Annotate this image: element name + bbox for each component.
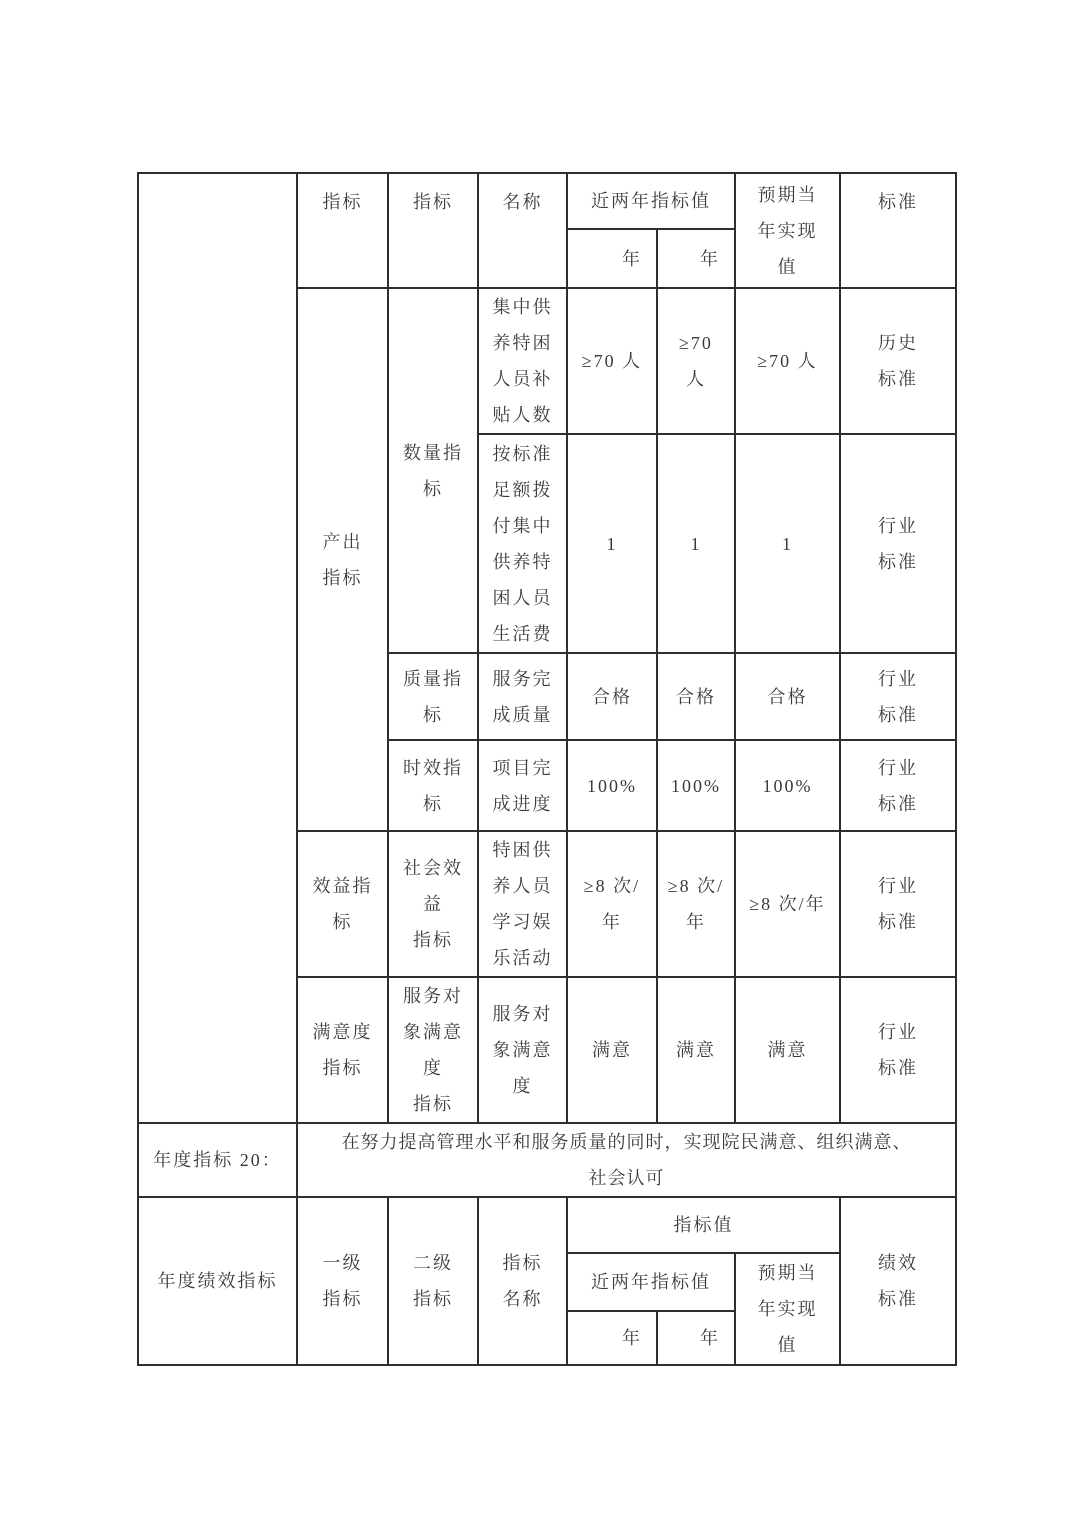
standard-cell: 行业 标准 [840, 653, 956, 740]
header-year-b-cell: 年 [657, 229, 735, 288]
annual-name-cell: 指标 名称 [478, 1197, 567, 1365]
indicator-name-cell: 项目完 成进度 [478, 740, 567, 831]
header-year-a-cell: 年 [567, 229, 657, 288]
standard-cell: 行业 标准 [840, 740, 956, 831]
annual-indicator-20-text: 在努力提高管理水平和服务质量的同时，实现院民满意、组织满意、 社会认可 [297, 1123, 956, 1197]
header-standard-cell: 标准 [840, 173, 956, 288]
indicator-name-cell: 服务对 象满意 度 [478, 977, 567, 1123]
level1-satisfaction-indicator-cell: 满意度 指标 [297, 977, 388, 1123]
level1-output-indicator-cell: 产出 指标 [297, 288, 388, 831]
value-year-a-cell: 1 [567, 434, 657, 653]
value-year-b-cell: 合格 [657, 653, 735, 740]
standard-cell: 历史 标准 [840, 288, 956, 434]
annual-value-group-cell: 指标值 [567, 1197, 840, 1253]
annual-indicator-20-label: 年度指标 20： [138, 1123, 297, 1197]
header-name-cell: 名称 [478, 173, 567, 288]
level2-quality-indicator-cell: 质量指 标 [388, 653, 478, 740]
annual-performance-title-cell: 年度绩效指标 [138, 1197, 297, 1365]
expected-value-cell: 合格 [735, 653, 840, 740]
level2-timeliness-indicator-cell: 时效指 标 [388, 740, 478, 831]
standard-cell: 行业 标准 [840, 831, 956, 977]
expected-value-cell: 1 [735, 434, 840, 653]
expected-value-cell: 100% [735, 740, 840, 831]
value-year-a-cell: ≥70 人 [567, 288, 657, 434]
expected-value-cell: 满意 [735, 977, 840, 1123]
value-year-b-cell: 1 [657, 434, 735, 653]
continuation-empty-cell [138, 173, 297, 1123]
level2-social-benefit-indicator-cell: 社会效 益 指标 [388, 831, 478, 977]
indicator-name-cell: 特困供 养人员 学习娱 乐活动 [478, 831, 567, 977]
annual-standard-cell: 绩效 标准 [840, 1197, 956, 1365]
value-year-a-cell: 100% [567, 740, 657, 831]
indicator-name-cell: 服务完 成质量 [478, 653, 567, 740]
performance-indicators-table [137, 172, 957, 1366]
value-year-a-cell: ≥8 次/ 年 [567, 831, 657, 977]
value-year-b-cell: ≥70 人 [657, 288, 735, 434]
annual-year-a-cell: 年 [567, 1311, 657, 1365]
header-recent-two-years-cell: 近两年指标值 [567, 173, 735, 229]
expected-value-cell: ≥70 人 [735, 288, 840, 434]
value-year-a-cell: 合格 [567, 653, 657, 740]
header-expected-cell: 预期当 年实现 值 [735, 173, 840, 288]
standard-cell: 行业 标准 [840, 977, 956, 1123]
standard-cell: 行业 标准 [840, 434, 956, 653]
level1-benefit-indicator-cell: 效益指 标 [297, 831, 388, 977]
indicator-name-cell: 集中供 养特困 人员补 贴人数 [478, 288, 567, 434]
annual-level2-cell: 二级 指标 [388, 1197, 478, 1365]
level2-quantity-indicator-cell: 数量指 标 [388, 288, 478, 653]
level2-service-target-satisfaction-cell: 服务对 象满意 度 指标 [388, 977, 478, 1123]
indicator-name-cell: 按标准 足额拨 付集中 供养特 困人员 生活费 [478, 434, 567, 653]
header-level1-cell: 指标 [297, 173, 388, 288]
header-level2-cell: 指标 [388, 173, 478, 288]
annual-year-b-cell: 年 [657, 1311, 735, 1365]
expected-value-cell: ≥8 次/年 [735, 831, 840, 977]
value-year-a-cell: 满意 [567, 977, 657, 1123]
annual-expected-cell: 预期当 年实现 值 [735, 1253, 840, 1365]
annual-level1-cell: 一级 指标 [297, 1197, 388, 1365]
value-year-b-cell: 100% [657, 740, 735, 831]
annual-recent-two-years-cell: 近两年指标值 [567, 1253, 735, 1311]
value-year-b-cell: 满意 [657, 977, 735, 1123]
value-year-b-cell: ≥8 次/ 年 [657, 831, 735, 977]
